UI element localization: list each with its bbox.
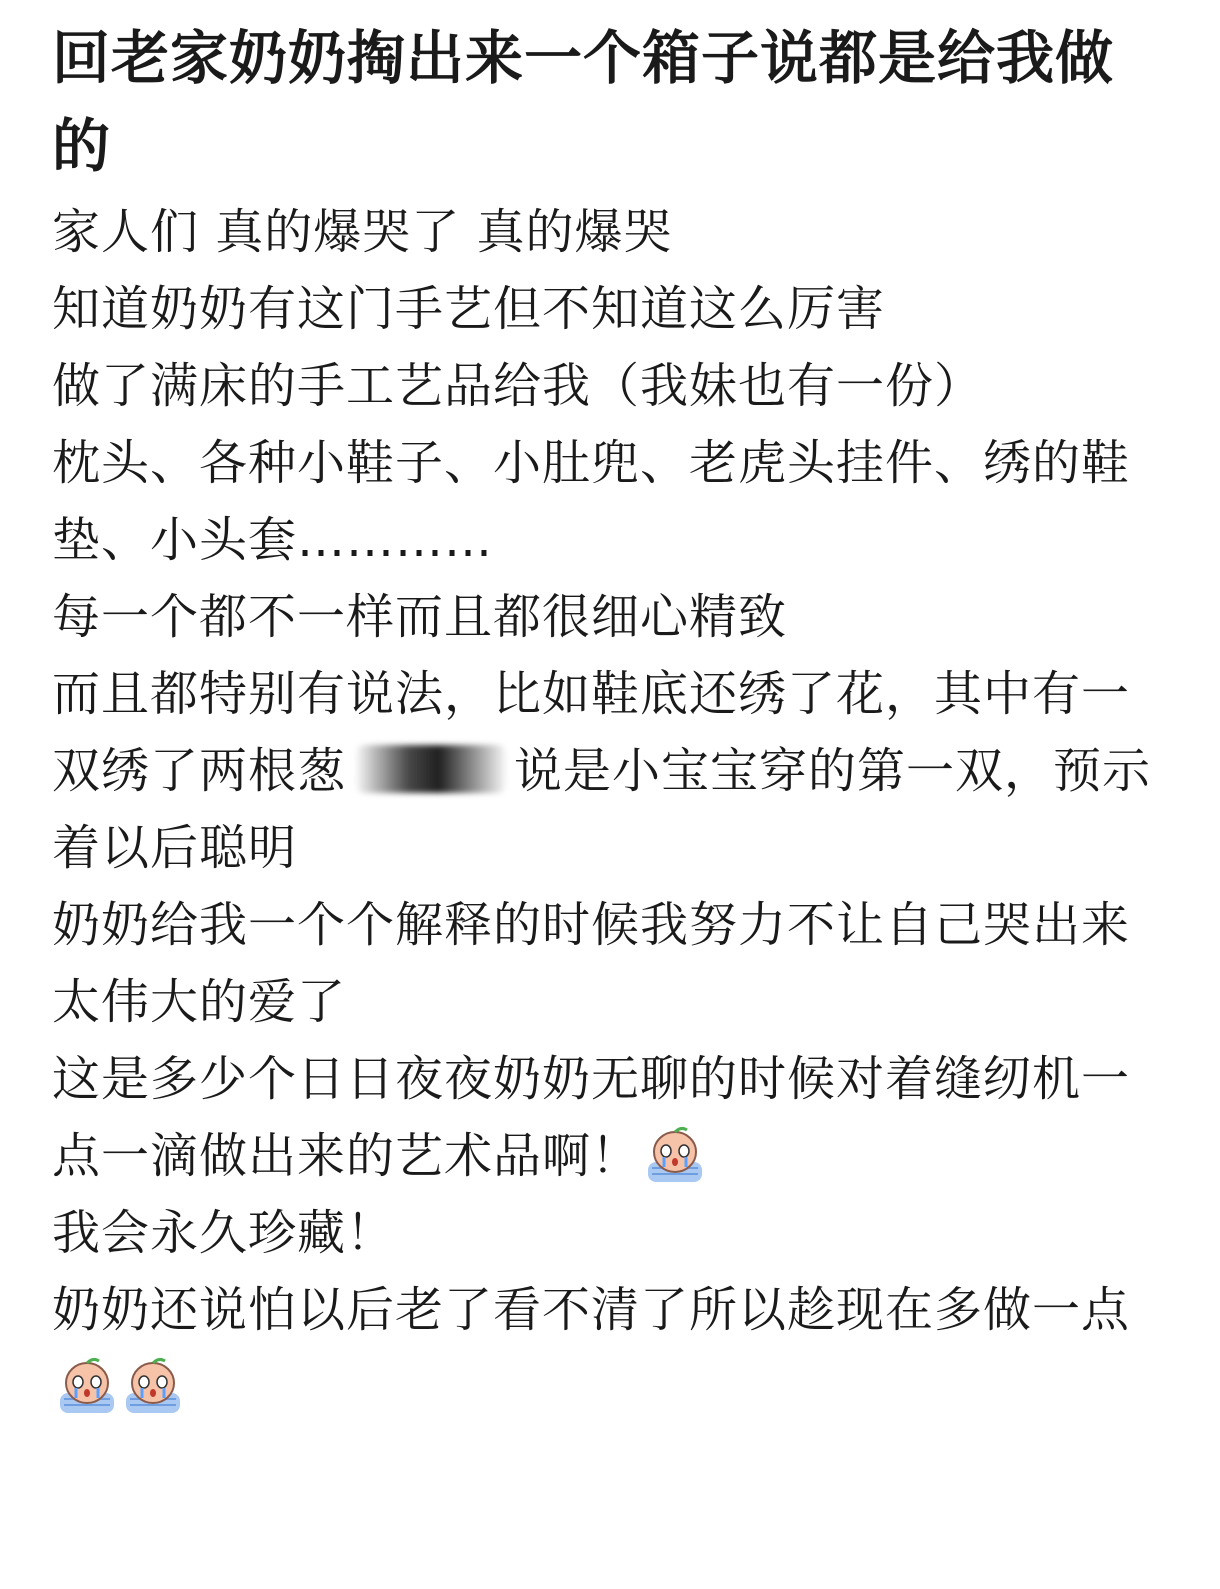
post-line-with-emoji	[52, 1272, 1162, 1426]
post-line: 每一个都不一样而且都很细心精致	[52, 589, 788, 645]
post-line: 我会永久珍藏！	[52, 1205, 396, 1261]
post-line-with-redaction	[52, 656, 1162, 887]
post-line-text: 奶奶还说怕以后老了看不清了所以趁现在多做一点	[52, 1282, 1131, 1338]
post-line-with-emoji	[52, 1041, 1162, 1195]
post-line: 知道奶奶有这门手艺但不知道这么厉害	[52, 281, 886, 337]
post-body	[52, 194, 1162, 1426]
post-line-text: 而且都特别有说法，比如鞋底还绣了花，其中有一双绣了两根葱	[52, 666, 1131, 799]
crying-face-emoji-icon	[56, 1355, 118, 1417]
post-line: 做了满床的手工艺品给我（我妹也有一份）	[52, 358, 984, 414]
post-line: 奶奶给我一个个解释的时候我努力不让自己哭出来	[52, 897, 1131, 953]
post-line-text: 这是多少个日日夜夜奶奶无聊的时候对着缝纫机一点一滴做出来的艺术品啊！	[52, 1051, 1131, 1184]
post-line-text: 说是小宝宝穿的第一双，预示着以后聪明	[52, 743, 1152, 876]
post-line: 太伟大的爱了	[52, 974, 347, 1030]
post-line: 枕头、各种小鞋子、小肚兜、老虎头挂件、绣的鞋垫、小头套…………	[52, 435, 1131, 568]
crying-face-emoji-icon	[644, 1124, 706, 1186]
crying-face-emoji-icon	[122, 1355, 184, 1417]
post-title: 回老家奶奶掏出来一个箱子说都是给我做的	[52, 24, 1115, 180]
redacted-blur-icon	[356, 745, 506, 793]
post	[52, 14, 1162, 1426]
post-line: 家人们 真的爆哭了 真的爆哭	[52, 204, 673, 260]
